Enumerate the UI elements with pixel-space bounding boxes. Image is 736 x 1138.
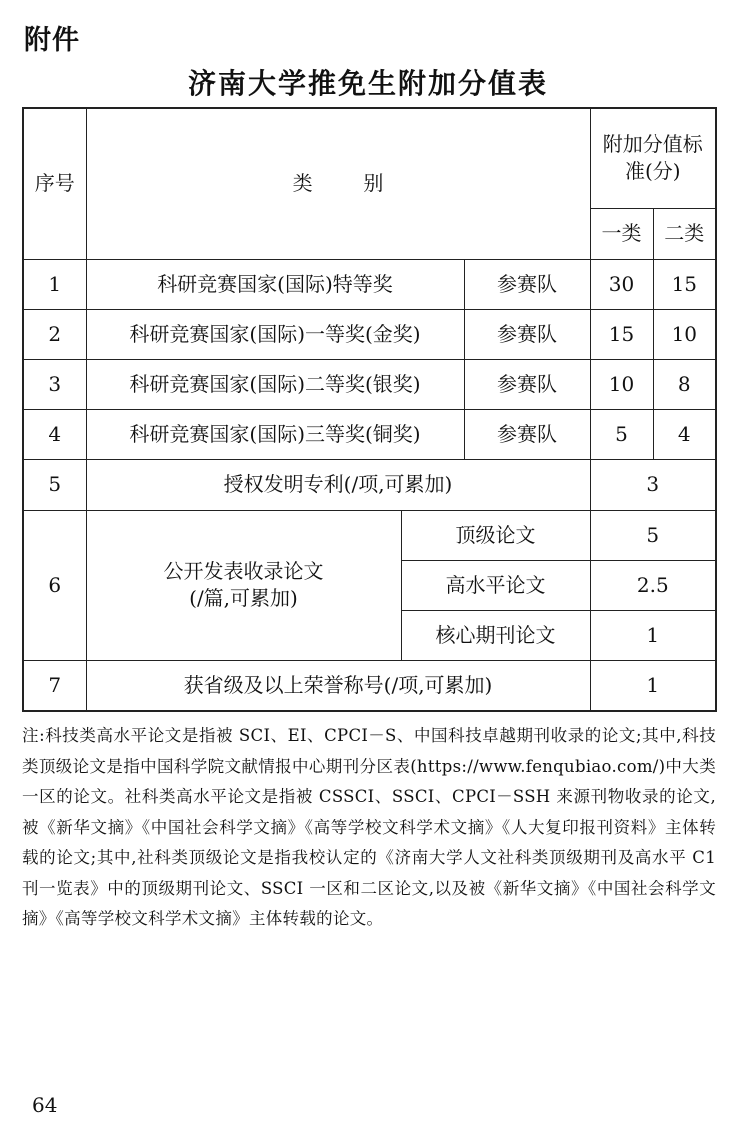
row-tier2: 8 xyxy=(653,359,716,409)
table-row xyxy=(23,309,716,359)
footnote: 注:科技类高水平论文是指被 SCI、EI、CPCI－S、中国科技卓越期刊收录的论文;其中,科技类顶级论文是指中国科学院文献情报中心期刊分区表(https://www.fenqubiao.com/)中大类一区的论文。社科类高水平论文是指被 CSSCI、SSCI、CPCI－SSH 来源刊物收录的论文,被《新华文摘》《中国社会科学文摘》《高等学校文科学术文摘》《人大复印报刊资料》主体转载的论文;其中,社科类顶级论文是指我校认定的《济南大学人文社科类顶级期刊及高水平 C1 刊一览表》中的顶级期刊论文、SSCI 一区和二区论文,以及被《新华文摘》《中国社会科学文摘》《高等学校文科学术文摘》主体转载的论文。 xyxy=(22,726,716,928)
row-value: 1 xyxy=(590,610,716,660)
row-sub: 核心期刊论文 xyxy=(401,610,590,660)
row-index: 7 xyxy=(23,660,86,711)
row-tier1: 5 xyxy=(590,409,653,459)
row-index: 3 xyxy=(23,359,86,409)
header-index: 序号 xyxy=(23,108,86,259)
attachment-label: 附件 xyxy=(24,25,80,56)
row-value: 2.5 xyxy=(590,560,716,610)
row-index: 6 xyxy=(23,510,86,660)
row-value: 5 xyxy=(590,510,716,560)
row-item: 科研竞赛国家(国际)特等奖 xyxy=(86,259,464,309)
row-item: 科研竞赛国家(国际)三等奖(铜奖) xyxy=(86,409,464,459)
header-tier1: 一类 xyxy=(590,208,653,259)
row-value: 3 xyxy=(590,459,716,510)
score-table xyxy=(22,107,717,712)
row-item-line2: (/篇,可累加) xyxy=(189,586,298,610)
header-tier2: 二类 xyxy=(653,208,716,259)
row-index: 4 xyxy=(23,409,86,459)
header-score-standard: 附加分值标准(分) xyxy=(590,108,716,208)
row-tier1: 10 xyxy=(590,359,653,409)
row-sub: 顶级论文 xyxy=(401,510,590,560)
row-sub: 参赛队 xyxy=(464,409,590,459)
row-tier1: 30 xyxy=(590,259,653,309)
document-title: 济南大学推免生附加分值表 xyxy=(187,67,548,100)
row-sub: 参赛队 xyxy=(464,359,590,409)
row-sub: 参赛队 xyxy=(464,259,590,309)
row-index: 1 xyxy=(23,259,86,309)
row-item-line1: 公开发表收录论文 xyxy=(163,559,324,583)
row-item: 科研竞赛国家(国际)一等奖(金奖) xyxy=(86,309,464,359)
row-tier1: 15 xyxy=(590,309,653,359)
row-sub: 高水平论文 xyxy=(401,560,590,610)
table-row xyxy=(23,409,716,459)
row-value: 1 xyxy=(590,660,716,711)
row-tier2: 4 xyxy=(653,409,716,459)
table-row xyxy=(23,359,716,409)
header-category: 类 别 xyxy=(86,108,590,259)
row-item xyxy=(86,510,401,660)
row-index: 2 xyxy=(23,309,86,359)
row-tier2: 15 xyxy=(653,259,716,309)
header-row xyxy=(23,108,716,208)
row-item: 授权发明专利(/项,可累加) xyxy=(86,459,590,510)
row-item: 科研竞赛国家(国际)二等奖(银奖) xyxy=(86,359,464,409)
table-row xyxy=(23,259,716,309)
row-index: 5 xyxy=(23,459,86,510)
table-row xyxy=(23,660,716,711)
row-tier2: 10 xyxy=(653,309,716,359)
row-item: 获省级及以上荣誉称号(/项,可累加) xyxy=(86,660,590,711)
page-number: 64 xyxy=(32,1093,58,1117)
table-row xyxy=(23,459,716,510)
table-row xyxy=(23,510,716,560)
row-sub: 参赛队 xyxy=(464,309,590,359)
